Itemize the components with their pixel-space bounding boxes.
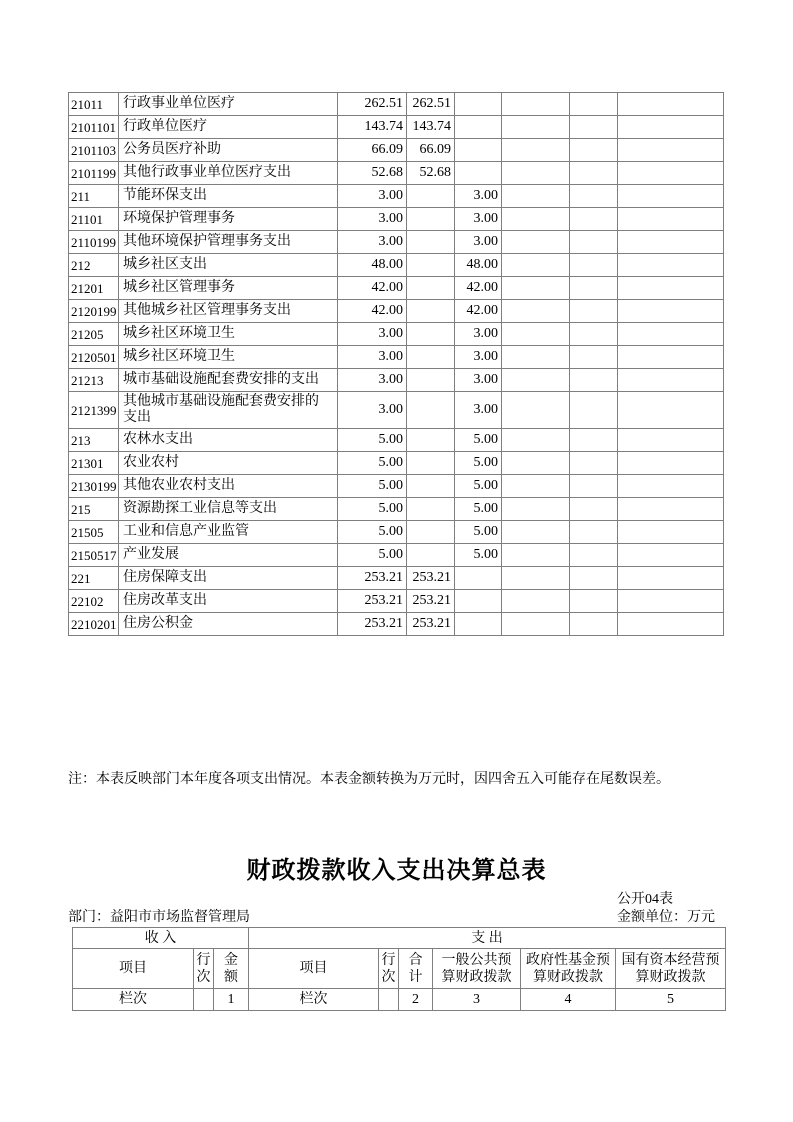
subject-name-cell: 行政事业单位医疗 <box>119 93 338 116</box>
table-row <box>69 116 724 139</box>
amount-cell <box>455 116 502 139</box>
amount-cell: 3.00 <box>338 323 407 346</box>
amount-cell <box>407 185 455 208</box>
subject-code-cell: 2101101 <box>69 116 119 139</box>
amount-cell: 52.68 <box>407 162 455 185</box>
public-table-code: 公开04表 <box>617 892 673 907</box>
amount-cell <box>502 429 570 452</box>
subject-name-cell: 城乡社区环境卫生 <box>119 323 338 346</box>
table-row <box>69 498 724 521</box>
amount-cell <box>407 498 455 521</box>
amount-cell <box>570 277 618 300</box>
amount-cell: 5.00 <box>455 521 502 544</box>
subject-name-cell: 城乡社区管理事务 <box>119 277 338 300</box>
gov-fund-header: 政府性基金预算财政拨款 <box>521 949 616 989</box>
summary-table-title: 财政拨款收入支出决算总表 <box>246 858 547 884</box>
table-row <box>69 300 724 323</box>
amount-cell <box>455 613 502 636</box>
subject-name-cell: 农林水支出 <box>119 429 338 452</box>
amount-cell: 48.00 <box>455 254 502 277</box>
amount-cell: 5.00 <box>338 498 407 521</box>
subject-name-cell: 产业发展 <box>119 544 338 567</box>
subject-name-cell: 其他农业农村支出 <box>119 475 338 498</box>
subject-code-cell: 2101199 <box>69 162 119 185</box>
amount-cell <box>455 93 502 116</box>
subject-code-cell: 2120501 <box>69 346 119 369</box>
amount-cell <box>407 254 455 277</box>
amount-cell: 42.00 <box>455 277 502 300</box>
amount-cell: 143.74 <box>407 116 455 139</box>
subject-code-cell: 21213 <box>69 369 119 392</box>
amount-cell <box>618 452 724 475</box>
amount-cell <box>455 567 502 590</box>
amount-unit-label: 金额单位：万元 <box>617 910 715 925</box>
amount-cell <box>502 139 570 162</box>
amount-cell: 262.51 <box>407 93 455 116</box>
department-label: 部门：益阳市市场监督管理局 <box>68 910 250 925</box>
table-row <box>69 521 724 544</box>
amount-cell <box>502 392 570 429</box>
income-column-row-label: 栏次 <box>73 989 194 1011</box>
subject-code-cell: 212 <box>69 254 119 277</box>
amount-cell <box>407 346 455 369</box>
amount-cell <box>502 567 570 590</box>
amount-cell: 66.09 <box>407 139 455 162</box>
summary-table <box>72 927 726 1011</box>
amount-cell <box>618 498 724 521</box>
amount-cell <box>570 429 618 452</box>
subject-name-cell: 其他城市基础设施配套费安排的支出 <box>119 392 338 429</box>
amount-cell: 253.21 <box>407 613 455 636</box>
amount-cell <box>502 544 570 567</box>
amount-cell: 3.00 <box>338 185 407 208</box>
amount-cell <box>618 208 724 231</box>
subject-name-cell: 农业农村 <box>119 452 338 475</box>
expense-item-header: 项目 <box>249 949 379 989</box>
table-row <box>69 185 724 208</box>
subject-name-cell: 其他环境保护管理事务支出 <box>119 231 338 254</box>
amount-cell: 143.74 <box>338 116 407 139</box>
amount-cell <box>502 498 570 521</box>
income-section-header: 收 入 <box>73 928 249 949</box>
amount-cell: 5.00 <box>455 498 502 521</box>
table-row <box>69 254 724 277</box>
subject-name-cell: 住房保障支出 <box>119 567 338 590</box>
amount-cell <box>407 300 455 323</box>
amount-cell <box>502 231 570 254</box>
subject-name-cell: 城市基础设施配套费安排的支出 <box>119 369 338 392</box>
subject-code-cell: 2150517 <box>69 544 119 567</box>
amount-cell <box>570 139 618 162</box>
expense-total-header: 合计 <box>399 949 433 989</box>
subject-code-cell: 21011 <box>69 93 119 116</box>
amount-cell <box>570 254 618 277</box>
subject-name-cell: 其他城乡社区管理事务支出 <box>119 300 338 323</box>
amount-cell <box>618 277 724 300</box>
amount-cell: 42.00 <box>338 277 407 300</box>
amount-cell <box>455 590 502 613</box>
amount-cell: 262.51 <box>338 93 407 116</box>
amount-cell <box>618 590 724 613</box>
subject-code-cell: 2120199 <box>69 300 119 323</box>
table-note: 注：本表反映部门本年度各项支出情况。本表金额转换为万元时，因四舍五入可能存在尾数误差。 <box>68 772 670 787</box>
amount-cell <box>455 139 502 162</box>
amount-cell <box>570 452 618 475</box>
amount-cell <box>502 521 570 544</box>
amount-cell: 3.00 <box>455 369 502 392</box>
subject-name-cell: 工业和信息产业监管 <box>119 521 338 544</box>
amount-cell <box>618 162 724 185</box>
amount-cell: 5.00 <box>455 452 502 475</box>
table-row <box>69 567 724 590</box>
amount-cell: 3.00 <box>338 208 407 231</box>
column-number-2: 2 <box>399 989 433 1011</box>
amount-cell <box>502 116 570 139</box>
expenditure-table-body <box>69 93 724 636</box>
subject-code-cell: 21205 <box>69 323 119 346</box>
amount-cell <box>407 369 455 392</box>
amount-cell <box>570 231 618 254</box>
amount-cell <box>570 162 618 185</box>
subject-name-cell: 节能环保支出 <box>119 185 338 208</box>
amount-cell: 3.00 <box>338 392 407 429</box>
general-budget-header: 一般公共预算财政拨款 <box>433 949 521 989</box>
amount-cell: 5.00 <box>338 544 407 567</box>
amount-cell <box>618 521 724 544</box>
amount-cell <box>570 567 618 590</box>
amount-cell: 253.21 <box>407 590 455 613</box>
table-row <box>69 93 724 116</box>
subject-code-cell: 2121399 <box>69 392 119 429</box>
amount-cell <box>618 346 724 369</box>
expense-section-header: 支 出 <box>249 928 726 949</box>
amount-cell: 42.00 <box>338 300 407 323</box>
amount-cell <box>502 323 570 346</box>
expense-line-no-header: 行次 <box>379 949 399 989</box>
amount-cell: 42.00 <box>455 300 502 323</box>
amount-cell <box>502 452 570 475</box>
subject-name-cell: 公务员医疗补助 <box>119 139 338 162</box>
subject-code-cell: 22102 <box>69 590 119 613</box>
subject-code-cell: 2101103 <box>69 139 119 162</box>
amount-cell <box>618 613 724 636</box>
amount-cell: 3.00 <box>455 208 502 231</box>
table-row <box>69 162 724 185</box>
amount-cell: 253.21 <box>338 567 407 590</box>
column-number-1: 1 <box>214 989 249 1011</box>
amount-cell <box>502 93 570 116</box>
amount-cell <box>407 392 455 429</box>
amount-cell <box>570 93 618 116</box>
amount-cell <box>618 369 724 392</box>
amount-cell <box>618 567 724 590</box>
table-row <box>69 369 724 392</box>
amount-cell: 253.21 <box>338 613 407 636</box>
amount-cell <box>502 590 570 613</box>
subject-name-cell: 住房公积金 <box>119 613 338 636</box>
amount-cell <box>618 323 724 346</box>
amount-cell <box>570 369 618 392</box>
expense-column-row-label: 栏次 <box>249 989 379 1011</box>
amount-cell <box>502 277 570 300</box>
amount-cell <box>618 231 724 254</box>
amount-cell <box>502 369 570 392</box>
amount-cell <box>455 162 502 185</box>
table-row <box>69 544 724 567</box>
amount-cell <box>570 475 618 498</box>
empty-cell <box>379 989 399 1011</box>
amount-cell <box>407 544 455 567</box>
subject-code-cell: 211 <box>69 185 119 208</box>
subject-code-cell: 21301 <box>69 452 119 475</box>
amount-cell <box>407 429 455 452</box>
subject-name-cell: 城乡社区环境卫生 <box>119 346 338 369</box>
subject-name-cell: 行政单位医疗 <box>119 116 338 139</box>
amount-cell <box>570 323 618 346</box>
subject-code-cell: 21201 <box>69 277 119 300</box>
amount-cell <box>618 300 724 323</box>
amount-cell <box>407 475 455 498</box>
column-header-row <box>73 949 726 989</box>
subject-name-cell: 城乡社区支出 <box>119 254 338 277</box>
amount-cell <box>407 452 455 475</box>
amount-cell <box>570 116 618 139</box>
amount-cell <box>570 208 618 231</box>
amount-cell: 5.00 <box>338 521 407 544</box>
table-row <box>69 429 724 452</box>
amount-cell <box>407 521 455 544</box>
amount-cell: 3.00 <box>338 346 407 369</box>
amount-cell <box>570 521 618 544</box>
subject-code-cell: 221 <box>69 567 119 590</box>
state-capital-header: 国有资本经营预算财政拨款 <box>616 949 726 989</box>
amount-cell: 5.00 <box>338 429 407 452</box>
expenditure-detail-table <box>68 92 724 636</box>
subject-code-cell: 21101 <box>69 208 119 231</box>
amount-cell <box>618 544 724 567</box>
table-row <box>69 277 724 300</box>
column-number-4: 4 <box>521 989 616 1011</box>
amount-cell: 3.00 <box>455 346 502 369</box>
amount-cell: 3.00 <box>338 369 407 392</box>
amount-cell <box>570 613 618 636</box>
table-row <box>69 346 724 369</box>
table-row <box>69 323 724 346</box>
table-row <box>69 139 724 162</box>
amount-cell <box>618 429 724 452</box>
amount-cell <box>570 590 618 613</box>
amount-cell: 5.00 <box>455 429 502 452</box>
amount-cell <box>570 392 618 429</box>
table-row <box>69 208 724 231</box>
subject-code-cell: 215 <box>69 498 119 521</box>
amount-cell: 3.00 <box>455 392 502 429</box>
amount-cell: 253.21 <box>407 567 455 590</box>
subject-code-cell: 2130199 <box>69 475 119 498</box>
subject-code-cell: 213 <box>69 429 119 452</box>
amount-cell: 3.00 <box>455 323 502 346</box>
subject-name-cell: 环境保护管理事务 <box>119 208 338 231</box>
amount-cell <box>407 323 455 346</box>
table-row <box>69 392 724 429</box>
amount-cell <box>502 613 570 636</box>
table-row <box>69 231 724 254</box>
amount-cell: 3.00 <box>338 231 407 254</box>
amount-cell <box>502 254 570 277</box>
amount-cell <box>618 139 724 162</box>
amount-cell: 66.09 <box>338 139 407 162</box>
amount-cell: 5.00 <box>455 544 502 567</box>
column-number-5: 5 <box>616 989 726 1011</box>
amount-cell <box>570 300 618 323</box>
table-row <box>69 613 724 636</box>
amount-cell: 5.00 <box>455 475 502 498</box>
section-header-row <box>73 928 726 949</box>
empty-cell <box>194 989 214 1011</box>
amount-cell <box>618 185 724 208</box>
amount-cell <box>502 300 570 323</box>
amount-cell <box>502 162 570 185</box>
amount-cell <box>618 392 724 429</box>
subject-code-cell: 21505 <box>69 521 119 544</box>
amount-cell <box>570 346 618 369</box>
amount-cell <box>502 208 570 231</box>
subject-name-cell: 资源勘探工业信息等支出 <box>119 498 338 521</box>
amount-cell <box>570 185 618 208</box>
subject-name-cell: 其他行政事业单位医疗支出 <box>119 162 338 185</box>
amount-cell: 48.00 <box>338 254 407 277</box>
amount-cell <box>618 475 724 498</box>
amount-cell <box>407 277 455 300</box>
income-item-header: 项目 <box>73 949 194 989</box>
amount-cell: 253.21 <box>338 590 407 613</box>
subject-code-cell: 2210201 <box>69 613 119 636</box>
amount-cell: 3.00 <box>455 185 502 208</box>
income-amount-header: 金额 <box>214 949 249 989</box>
column-number-3: 3 <box>433 989 521 1011</box>
table-row <box>69 590 724 613</box>
subject-code-cell: 2110199 <box>69 231 119 254</box>
amount-cell <box>570 498 618 521</box>
amount-cell <box>618 93 724 116</box>
table-row <box>69 452 724 475</box>
income-line-no-header: 行次 <box>194 949 214 989</box>
table-row <box>69 475 724 498</box>
amount-cell <box>407 208 455 231</box>
amount-cell <box>407 231 455 254</box>
amount-cell <box>502 475 570 498</box>
amount-cell: 5.00 <box>338 452 407 475</box>
amount-cell <box>618 116 724 139</box>
amount-cell: 3.00 <box>455 231 502 254</box>
amount-cell <box>502 185 570 208</box>
amount-cell <box>570 544 618 567</box>
amount-cell: 5.00 <box>338 475 407 498</box>
amount-cell: 52.68 <box>338 162 407 185</box>
amount-cell <box>618 254 724 277</box>
subject-name-cell: 住房改革支出 <box>119 590 338 613</box>
column-number-row <box>73 989 726 1011</box>
amount-cell <box>502 346 570 369</box>
